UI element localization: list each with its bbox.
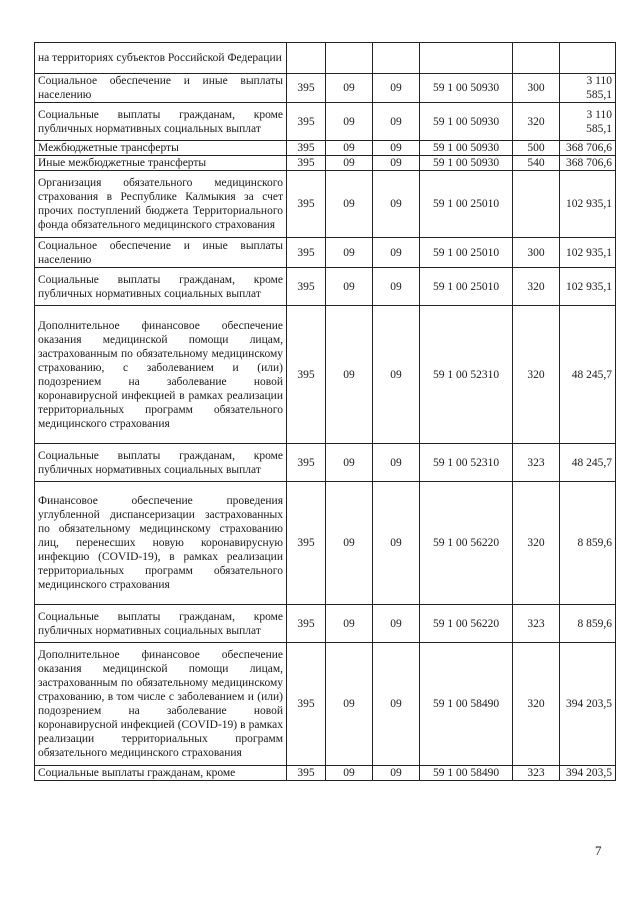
table-row [35, 74, 616, 103]
row-section-cell: 09 [326, 766, 373, 781]
row-section-cell: 09 [326, 605, 373, 643]
row-section-cell: 09 [326, 171, 373, 238]
row-expense-type-cell: 540 [513, 156, 560, 171]
row-subsection-cell: 09 [373, 74, 420, 103]
row-admin-code-cell: 395 [287, 605, 326, 643]
row-section-cell: 09 [326, 103, 373, 141]
row-name-cell: Иные межбюджетные трансферты [35, 156, 287, 171]
row-subsection-cell: 09 [373, 156, 420, 171]
table-row [35, 268, 616, 306]
row-target-article-cell: 59 1 00 25010 [420, 238, 513, 268]
row-target-article-cell: 59 1 00 50930 [420, 103, 513, 141]
row-name-cell: Дополнительное финансовое обеспечение оказания медицинской помощи лицам, застрахованным по обязательному медицинскому страхованию, с заболеванием и (или) подозрением на заболевание новой коронавирусной инфекцией в рамках реализации территориальных программ обязательного медицинского страхования [35, 306, 287, 444]
table-row [35, 643, 616, 766]
table-row [35, 482, 616, 605]
table-row [35, 171, 616, 238]
row-name-cell: Организация обязательного медицинского страхования в Республике Калмыкия за счет прочих поступлений бюджета Территориального фонда обязательного медицинского страхования [35, 171, 287, 238]
row-name-cell: Социальные выплаты гражданам, кроме [35, 766, 287, 781]
table-body [35, 43, 616, 781]
row-name-cell: на территориях субъектов Российской Федерации [35, 43, 287, 74]
row-amount-cell: 8 859,6 [560, 482, 616, 605]
row-admin-code-cell: 395 [287, 103, 326, 141]
row-section-cell: 09 [326, 238, 373, 268]
row-amount-cell: 102 935,1 [560, 268, 616, 306]
row-amount-cell [560, 43, 616, 74]
row-target-article-cell: 59 1 00 58490 [420, 766, 513, 781]
table-row [35, 141, 616, 156]
row-expense-type-cell: 320 [513, 482, 560, 605]
row-target-article-cell: 59 1 00 50930 [420, 156, 513, 171]
row-amount-cell: 102 935,1 [560, 171, 616, 238]
row-expense-type-cell: 320 [513, 103, 560, 141]
row-target-article-cell: 59 1 00 56220 [420, 482, 513, 605]
row-expense-type-cell: 323 [513, 766, 560, 781]
row-admin-code-cell: 395 [287, 766, 326, 781]
row-amount-cell: 3 110 585,1 [560, 103, 616, 141]
row-name-cell: Социальные выплаты гражданам, кроме публичных нормативных социальных выплат [35, 605, 287, 643]
row-target-article-cell: 59 1 00 50930 [420, 141, 513, 156]
row-amount-cell: 368 706,6 [560, 141, 616, 156]
row-expense-type-cell: 320 [513, 268, 560, 306]
row-expense-type-cell: 320 [513, 306, 560, 444]
row-subsection-cell: 09 [373, 268, 420, 306]
row-admin-code-cell: 395 [287, 306, 326, 444]
row-expense-type-cell: 323 [513, 605, 560, 643]
row-subsection-cell: 09 [373, 306, 420, 444]
row-subsection-cell: 09 [373, 643, 420, 766]
row-admin-code-cell: 395 [287, 643, 326, 766]
table-row [35, 156, 616, 171]
row-target-article-cell: 59 1 00 56220 [420, 605, 513, 643]
row-target-article-cell: 59 1 00 25010 [420, 268, 513, 306]
row-target-article-cell: 59 1 00 52310 [420, 306, 513, 444]
row-expense-type-cell: 320 [513, 643, 560, 766]
table-row [35, 306, 616, 444]
row-section-cell [326, 43, 373, 74]
row-admin-code-cell: 395 [287, 238, 326, 268]
row-subsection-cell: 09 [373, 141, 420, 156]
row-subsection-cell: 09 [373, 766, 420, 781]
row-subsection-cell: 09 [373, 103, 420, 141]
row-subsection-cell [373, 43, 420, 74]
row-section-cell: 09 [326, 268, 373, 306]
row-section-cell: 09 [326, 643, 373, 766]
row-name-cell: Социальное обеспечение и иные выплаты населению [35, 238, 287, 268]
row-admin-code-cell: 395 [287, 444, 326, 482]
table-row [35, 238, 616, 268]
row-subsection-cell: 09 [373, 171, 420, 238]
row-section-cell: 09 [326, 482, 373, 605]
row-expense-type-cell: 323 [513, 444, 560, 482]
row-expense-type-cell: 300 [513, 74, 560, 103]
row-target-article-cell: 59 1 00 50930 [420, 74, 513, 103]
row-amount-cell: 394 203,5 [560, 643, 616, 766]
row-admin-code-cell: 395 [287, 482, 326, 605]
row-target-article-cell [420, 43, 513, 74]
row-subsection-cell: 09 [373, 444, 420, 482]
row-admin-code-cell: 395 [287, 141, 326, 156]
row-target-article-cell: 59 1 00 58490 [420, 643, 513, 766]
row-amount-cell: 368 706,6 [560, 156, 616, 171]
row-expense-type-cell: 500 [513, 141, 560, 156]
row-subsection-cell: 09 [373, 238, 420, 268]
row-amount-cell: 394 203,5 [560, 766, 616, 781]
table-row [35, 605, 616, 643]
row-section-cell: 09 [326, 306, 373, 444]
row-expense-type-cell: 300 [513, 238, 560, 268]
row-name-cell: Финансовое обеспечение проведения углубленной диспансеризации застрахованных по обязательному медицинскому страхованию лиц, перенесших новую коронавирусную инфекцию (COVID-19), в рамках реализации территориальных программ обязательного медицинского страхования [35, 482, 287, 605]
row-section-cell: 09 [326, 156, 373, 171]
row-admin-code-cell: 395 [287, 268, 326, 306]
row-amount-cell: 3 110 585,1 [560, 74, 616, 103]
row-target-article-cell: 59 1 00 52310 [420, 444, 513, 482]
row-admin-code-cell: 395 [287, 171, 326, 238]
row-name-cell: Социальное обеспечение и иные выплаты населению [35, 74, 287, 103]
table-row [35, 103, 616, 141]
row-expense-type-cell [513, 171, 560, 238]
table-row [35, 444, 616, 482]
row-admin-code-cell [287, 43, 326, 74]
row-admin-code-cell: 395 [287, 74, 326, 103]
row-name-cell: Межбюджетные трансферты [35, 141, 287, 156]
page-number: 7 [595, 843, 602, 858]
row-subsection-cell: 09 [373, 482, 420, 605]
row-section-cell: 09 [326, 74, 373, 103]
row-name-cell: Социальные выплаты гражданам, кроме публичных нормативных социальных выплат [35, 444, 287, 482]
row-amount-cell: 48 245,7 [560, 444, 616, 482]
row-name-cell: Социальные выплаты гражданам, кроме публичных нормативных социальных выплат [35, 103, 287, 141]
row-amount-cell: 48 245,7 [560, 306, 616, 444]
table-row [35, 43, 616, 74]
row-amount-cell: 102 935,1 [560, 238, 616, 268]
table-row [35, 766, 616, 781]
row-section-cell: 09 [326, 141, 373, 156]
row-name-cell: Дополнительное финансовое обеспечение оказания медицинской помощи лицам, застрахованным по обязательному медицинскому страхованию, в том числе с заболеванием и (или) подозрением на заболевание новой коронавирусной инфекцией (COVID-19) в рамках реализации территориальных программ обязательного медицинского страхования [35, 643, 287, 766]
budget-table [34, 42, 616, 781]
row-amount-cell: 8 859,6 [560, 605, 616, 643]
row-target-article-cell: 59 1 00 25010 [420, 171, 513, 238]
row-name-cell: Социальные выплаты гражданам, кроме публичных нормативных социальных выплат [35, 268, 287, 306]
row-expense-type-cell [513, 43, 560, 74]
row-subsection-cell: 09 [373, 605, 420, 643]
row-admin-code-cell: 395 [287, 156, 326, 171]
row-section-cell: 09 [326, 444, 373, 482]
